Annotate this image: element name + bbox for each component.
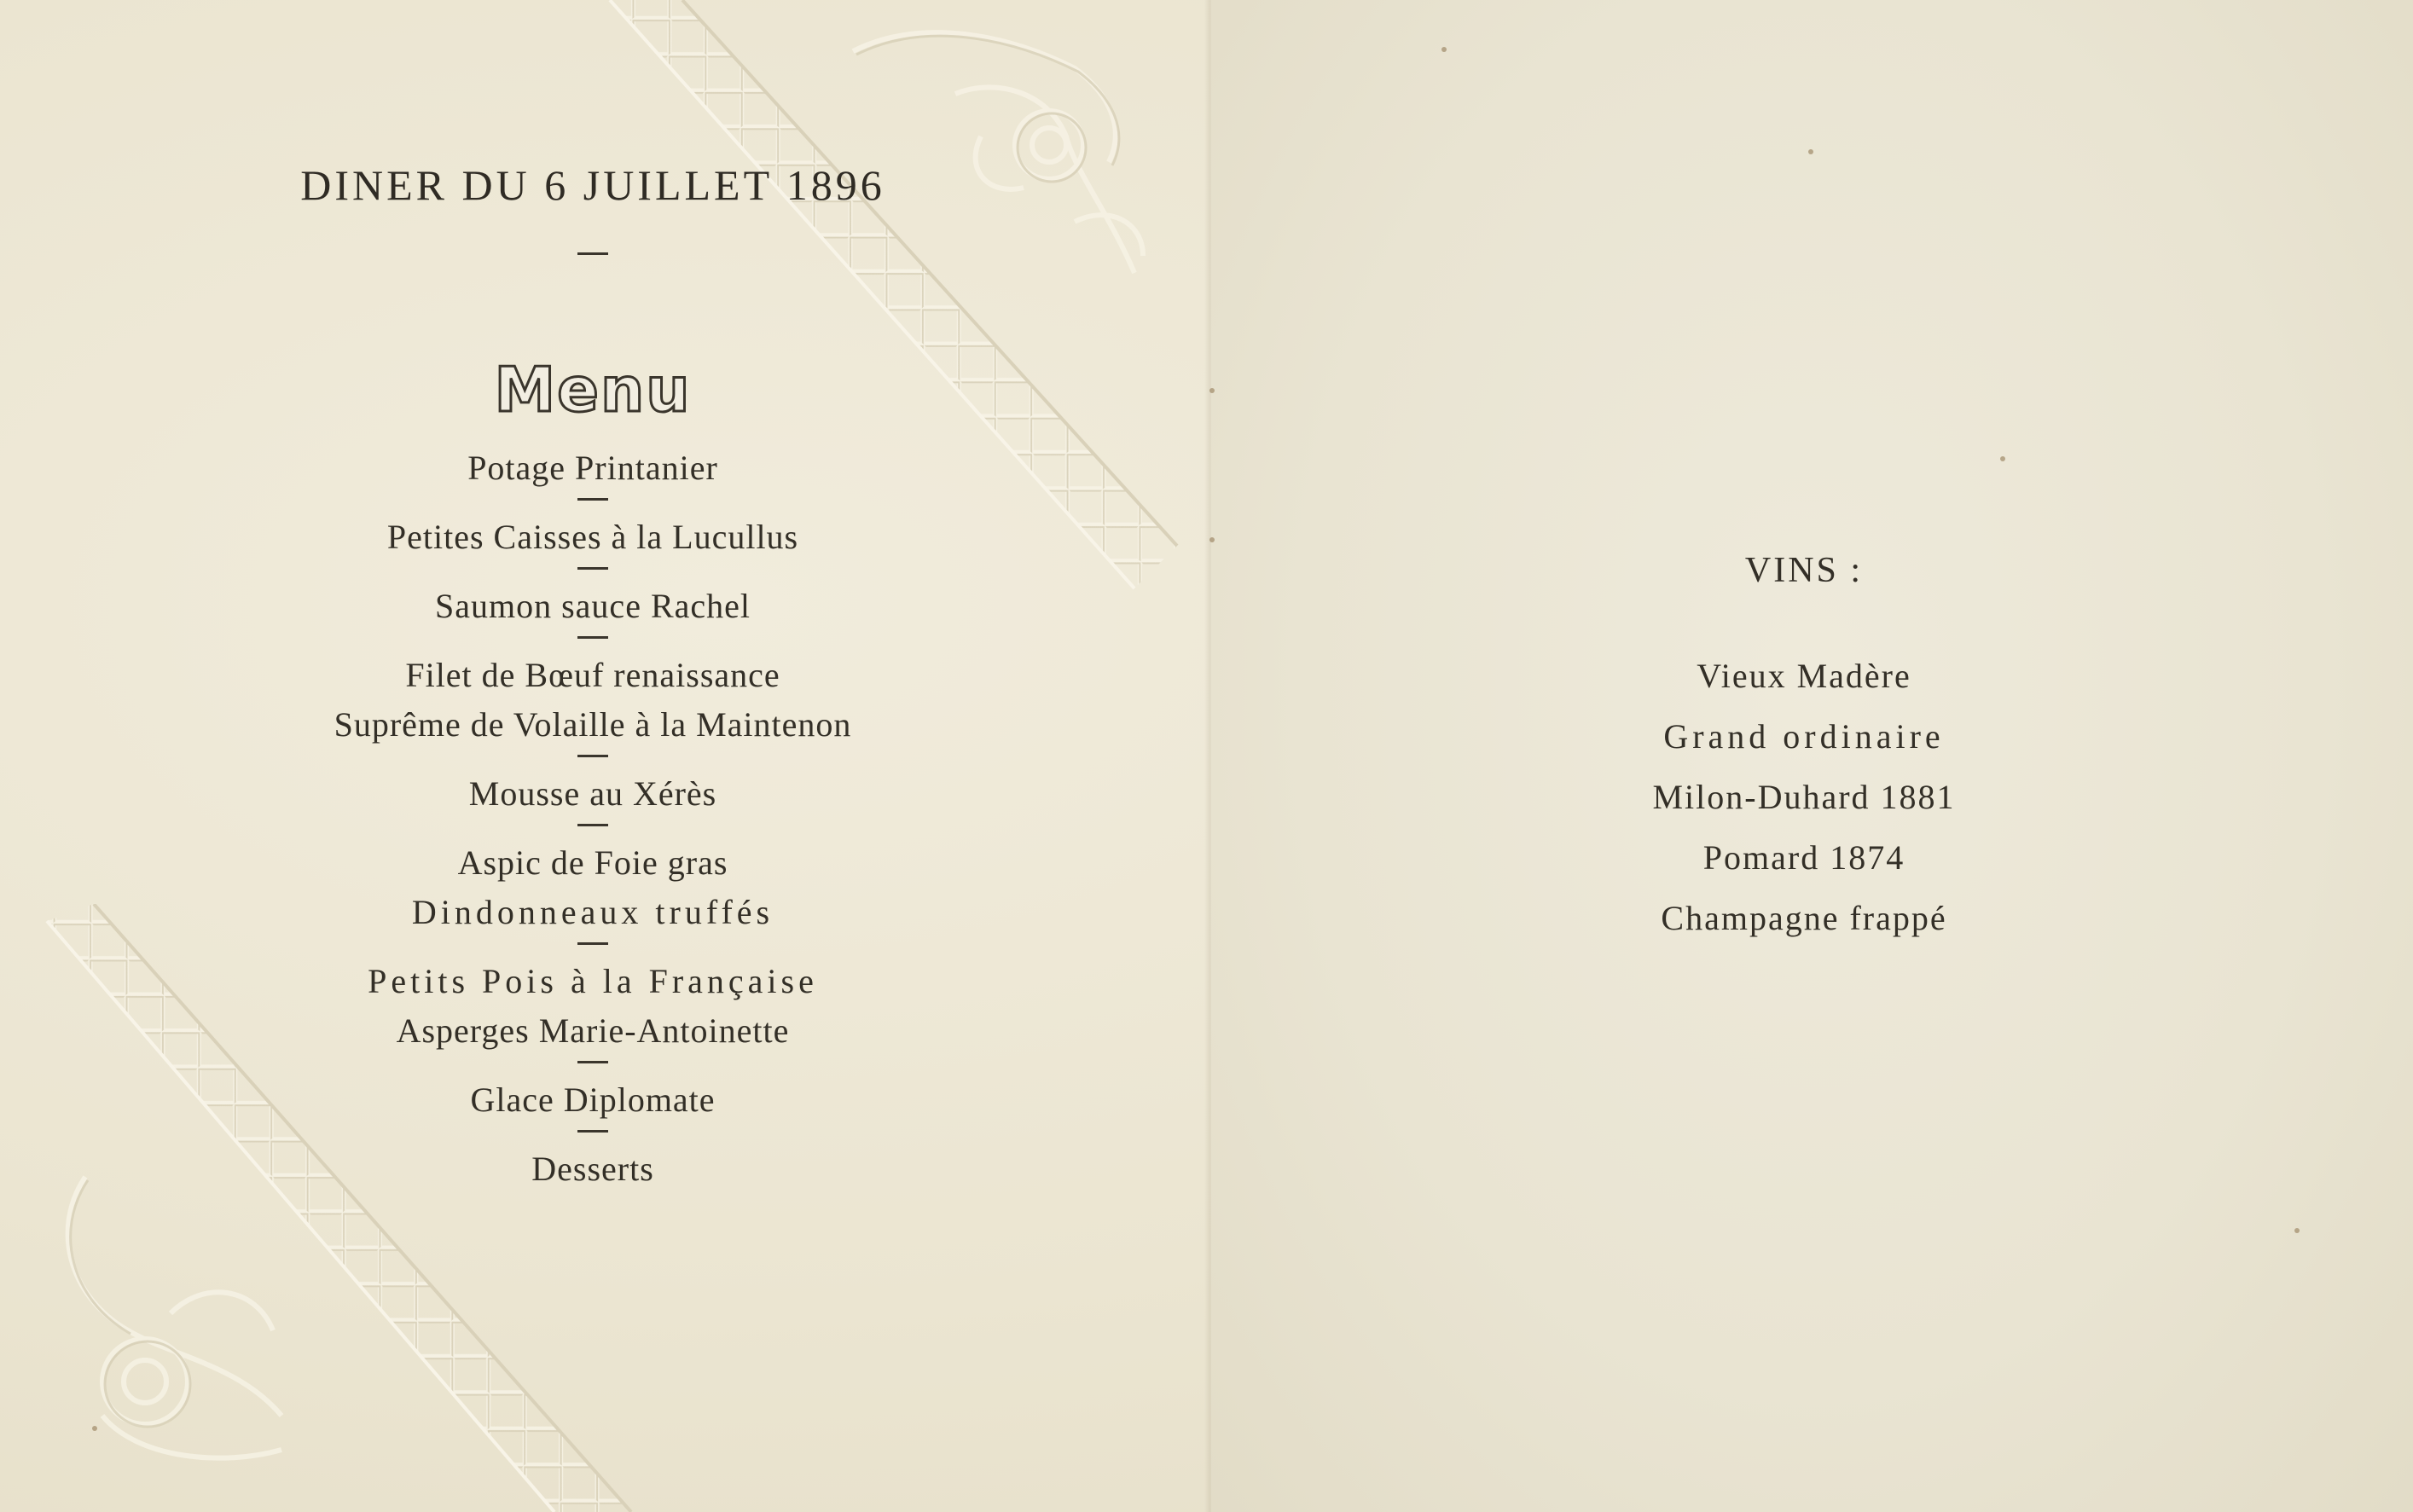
page-title: DINER DU 6 JUILLET 1896 bbox=[300, 161, 885, 209]
wine-item: Milon-Duhard 1881 bbox=[1652, 778, 1956, 816]
wine-item: Pomard 1874 bbox=[1702, 838, 1905, 877]
course-line: Petites Caisses à la Lucullus bbox=[386, 518, 799, 556]
course-divider bbox=[577, 567, 608, 570]
course-line: Suprême de Volaille à la Maintenon bbox=[334, 705, 852, 744]
course-item bbox=[171, 443, 1015, 501]
course-divider bbox=[577, 755, 608, 757]
paper-speck bbox=[1808, 149, 1813, 154]
course-item bbox=[171, 1144, 1015, 1194]
course-list bbox=[171, 443, 1015, 1194]
course-item bbox=[171, 651, 1015, 757]
course-item bbox=[171, 769, 1015, 826]
wine-item: Champagne frappé bbox=[1661, 899, 1947, 937]
course-item bbox=[171, 838, 1015, 945]
course-divider bbox=[577, 498, 608, 501]
course-line: Mousse au Xérès bbox=[468, 774, 717, 813]
paper-speck bbox=[1209, 388, 1215, 393]
wines-heading: VINS : bbox=[1744, 551, 1864, 590]
paper-speck bbox=[1441, 47, 1447, 52]
course-divider bbox=[577, 636, 608, 639]
course-line: Dindonneaux truffés bbox=[411, 893, 774, 931]
paper-speck bbox=[1209, 537, 1215, 542]
course-line: Glace Diplomate bbox=[470, 1080, 716, 1119]
course-item bbox=[171, 1075, 1015, 1133]
wine-item: Vieux Madère bbox=[1697, 657, 1911, 695]
paper-speck bbox=[92, 1426, 97, 1431]
course-divider bbox=[577, 1061, 608, 1063]
wine-list bbox=[1548, 646, 2060, 948]
course-line: Filet de Bœuf renaissance bbox=[405, 656, 780, 694]
wine-item: Grand ordinaire bbox=[1663, 717, 1945, 756]
paper-speck bbox=[2000, 456, 2005, 461]
course-item bbox=[171, 957, 1015, 1063]
course-line: Desserts bbox=[531, 1150, 654, 1188]
course-divider bbox=[577, 1130, 608, 1133]
course-divider bbox=[577, 942, 608, 945]
course-line: Asperges Marie-Antoinette bbox=[396, 1011, 790, 1050]
course-item bbox=[171, 582, 1015, 639]
paper-speck bbox=[2294, 1228, 2300, 1233]
title-divider bbox=[577, 252, 608, 255]
course-line: Potage Printanier bbox=[467, 449, 718, 487]
course-divider bbox=[577, 824, 608, 826]
course-line: Petits Pois à la Française bbox=[368, 962, 818, 1000]
course-line: Saumon sauce Rachel bbox=[435, 587, 751, 625]
menu-heading: Menu bbox=[494, 354, 692, 426]
course-item bbox=[171, 513, 1015, 570]
course-line: Aspic de Foie gras bbox=[457, 843, 728, 882]
